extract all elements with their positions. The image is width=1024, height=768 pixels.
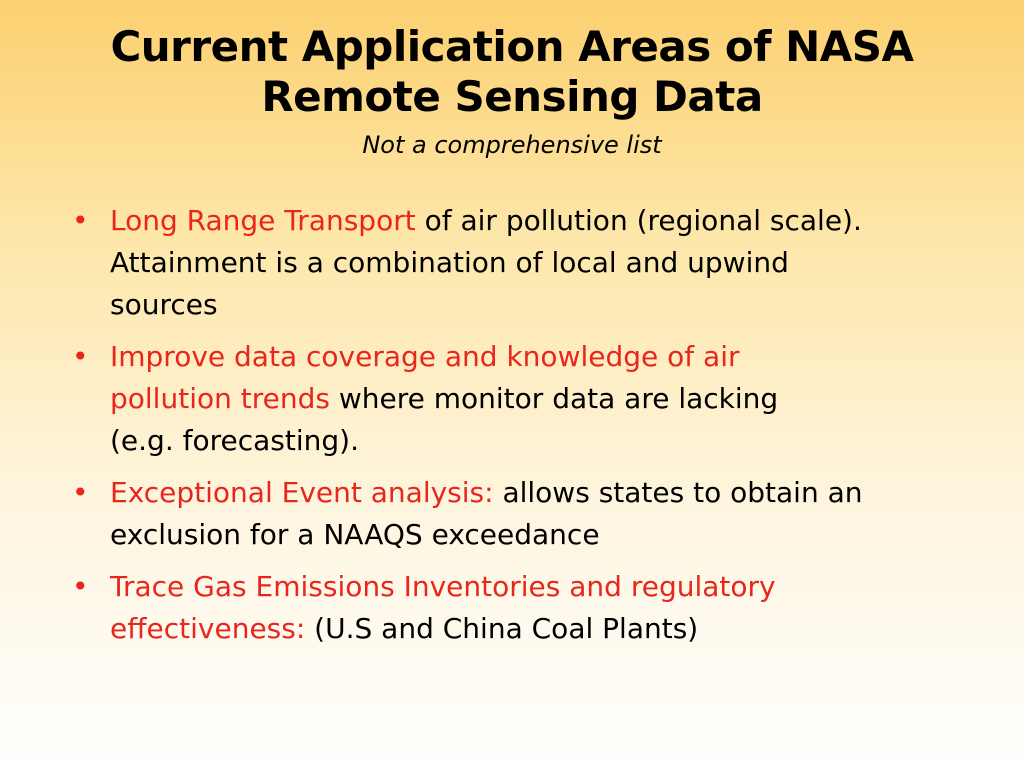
body-text: of air pollution (regional scale). (415, 204, 862, 237)
bullet-line (110, 378, 992, 420)
body-text: sources (110, 288, 218, 321)
body-text: Attainment is a combination of local and upwind (110, 246, 789, 279)
highlight-text: Improve data coverage and knowledge of air (110, 340, 740, 373)
slide-subtitle: Not a comprehensive list (362, 131, 662, 159)
highlight-text: Exceptional Event analysis: (110, 476, 494, 509)
title-block (0, 22, 1024, 160)
highlight-text: effectiveness: (110, 612, 306, 645)
bullet-item-improve-data-coverage (72, 336, 992, 462)
body-text: where monitor data are lacking (329, 382, 779, 415)
body-text: (e.g. forecasting). (110, 424, 359, 457)
highlight-text: Trace Gas Emissions Inventories and regulatory (110, 570, 776, 603)
bullet-icon: • (72, 570, 89, 603)
bullet-line (110, 472, 992, 514)
bullet-icon: • (72, 476, 89, 509)
slide-title-line-1: Current Application Areas of NASA (110, 22, 914, 71)
bullet-list (72, 200, 992, 660)
body-text: allows states to obtain an (493, 476, 863, 509)
body-text: exclusion for a NAAQS exceedance (110, 518, 600, 551)
bullet-item-long-range-transport (72, 200, 992, 326)
highlight-text: pollution trends (110, 382, 330, 415)
bullet-line (110, 608, 992, 650)
slide-title-line-2: Remote Sensing Data (261, 72, 763, 121)
bullet-line (110, 200, 992, 242)
bullet-item-exceptional-event (72, 472, 992, 556)
bullet-icon: • (72, 340, 89, 373)
bullet-icon: • (72, 204, 89, 237)
body-text: (U.S and China Coal Plants) (305, 612, 699, 645)
bullet-item-trace-gas-emissions (72, 566, 992, 650)
slide-title (0, 22, 1024, 122)
highlight-text: Long Range Transport (110, 204, 416, 237)
